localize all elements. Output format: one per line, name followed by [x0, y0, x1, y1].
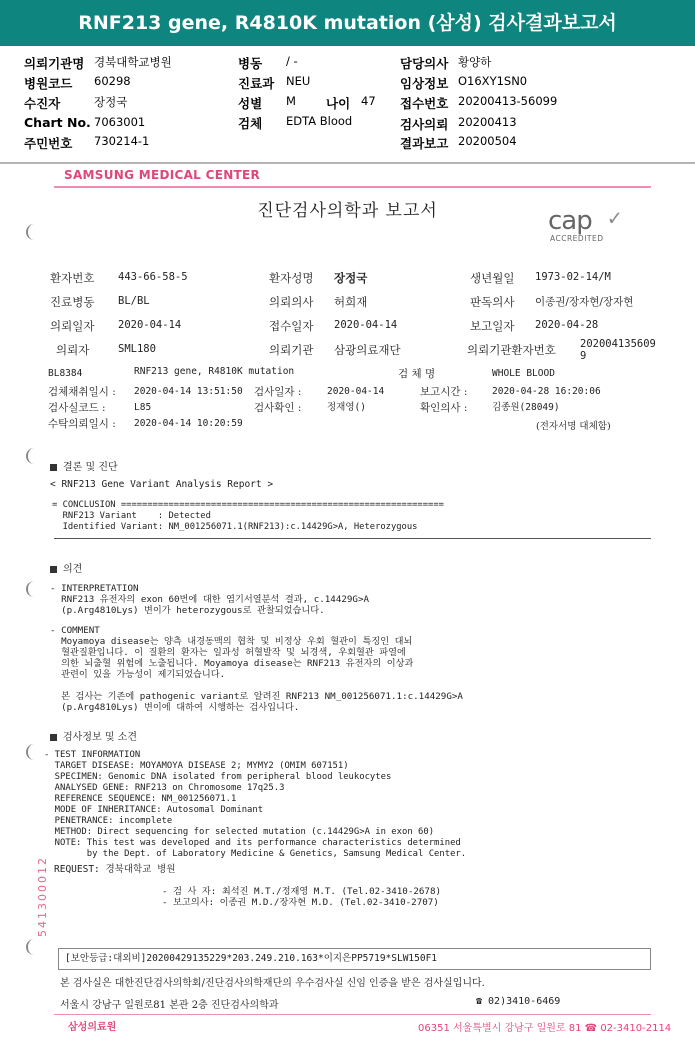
meta-label: 수진자 — [24, 96, 61, 111]
check-icon: ✓ — [608, 206, 622, 231]
specimen-value: WHOLE BLOOD — [492, 368, 555, 379]
info-value: 2020-04-14 13:51:50 — [134, 386, 243, 397]
meta-value: EDTA Blood — [286, 114, 353, 128]
request-line: REQUEST: 경북대학교 병원 — [54, 864, 176, 875]
cap-logo-subtext: ACCREDITED — [550, 234, 604, 243]
patient-field-value: 장정국 — [334, 271, 368, 285]
samsung-medical-foundation-logo: 삼성의료원 — [68, 1022, 117, 1033]
samsung-medical-center-logo: SAMSUNG MEDICAL CENTER — [64, 168, 261, 182]
section-divider — [54, 538, 651, 539]
patient-field-label: 의뢰일자 — [50, 319, 95, 333]
info-label: 검사일자 : — [254, 386, 302, 398]
binder-hole — [26, 744, 42, 760]
report-title: 진단검사의학과 보고서 — [257, 201, 438, 221]
patient-field-value: 2020-04-14 — [334, 319, 398, 331]
info-label: 검사확인 : — [254, 402, 302, 414]
patient-field-value: BL/BL — [118, 295, 150, 307]
meta-label: Chart No. — [24, 115, 91, 130]
meta-value: M — [286, 94, 296, 108]
patient-field-label: 진료병동 — [50, 295, 95, 309]
cap-logo-text: cap — [548, 206, 592, 236]
info-label: 보고시간 : — [420, 386, 468, 398]
meta-label: 병원코드 — [24, 76, 73, 91]
patient-field-value: 1973-02-14/M — [535, 271, 611, 283]
meta-label: 임상정보 — [400, 76, 449, 91]
meta-value: 730214-1 — [94, 134, 150, 148]
info-label: 검체채취일시 : — [48, 386, 116, 398]
info-value: 정재영() — [327, 402, 366, 413]
meta-label: 진료과 — [238, 76, 275, 91]
info-label: 수탁의뢰일시 : — [48, 418, 116, 430]
report-name: < RNF213 Gene Variant Analysis Report > — [50, 479, 274, 490]
patient-field-label: 환자번호 — [50, 271, 95, 285]
meta-label: 결과보고 — [400, 136, 449, 151]
performers-block: - 검 사 자: 최석진 M.T./정재영 M.T. (Tel.02-3410-2678) - 보고의사: 이종권 M.D./장자현 M.D. (Tel.02-3410-2707) — [162, 886, 442, 908]
square-bullet-icon — [50, 566, 57, 573]
patient-field-value: 202004135609 — [580, 338, 656, 350]
meta-value: / - — [286, 54, 298, 68]
patient-field-value-continued: 9 — [580, 350, 587, 362]
patient-field-label: 생년월일 — [470, 271, 515, 285]
meta-value: 20200413-56099 — [458, 94, 558, 108]
meta-value: O16XY1SN0 — [458, 74, 528, 88]
patient-field-label: 접수일자 — [269, 319, 314, 333]
report-banner-title: RNF213 gene, R4810K mutation (삼성) 검사결과보고서 — [0, 0, 695, 46]
meta-label: 검체 — [238, 116, 263, 131]
interpretation-block: - INTERPRETATION RNF213 유전자의 exon 60번에 대한 염기서열분석 결과, c.14429G>A (p.Arg4810Lys) 변이가 heterozygous로 관찰되었습니다. — [50, 583, 370, 616]
patient-field-label: 의뢰자 — [56, 343, 90, 357]
info-value: 김종원(28049) — [492, 402, 560, 413]
meta-value: 60298 — [94, 74, 131, 88]
cap-accredited-logo — [548, 206, 643, 246]
age-label: 나이 — [326, 96, 351, 111]
meta-value: 7063001 — [94, 115, 146, 129]
patient-field — [50, 270, 94, 286]
meta-value: 경북대학교병원 — [94, 55, 172, 69]
section-opinion-heading: 의견 — [50, 560, 82, 575]
patient-field-value: 삼광의료재단 — [334, 343, 401, 357]
conclusion-block: = CONCLUSION ============================================================= RNF213 Variant : Detected Identified Variant: NM_001256071.1(RNF213):c.14429G>A, Heterozygous — [52, 500, 444, 532]
patient-field-label: 의뢰기관 — [269, 343, 314, 357]
square-bullet-icon — [50, 464, 57, 471]
meta-label: 접수번호 — [400, 96, 449, 111]
metadata-divider — [0, 162, 695, 164]
patient-field-value: 2020-04-28 — [535, 319, 599, 331]
patient-field-value: SML180 — [118, 343, 156, 355]
test-name: RNF213 gene, R4810K mutation — [134, 366, 295, 377]
meta-label: 병동 — [238, 56, 263, 71]
header-rule — [54, 186, 651, 188]
patient-field-label: 보고일자 — [470, 319, 515, 333]
binder-hole — [26, 581, 42, 597]
meta-value: 황양하 — [458, 55, 492, 69]
meta-label: 성별 — [238, 96, 263, 111]
bl-code: BL8384 — [48, 368, 83, 379]
patient-field-label: 의뢰의사 — [269, 295, 314, 309]
info-label: 검사실코드 : — [48, 402, 106, 414]
hospital-address: 06351 서울특별시 강남구 일원로 81 ☎ 02-3410-2114 — [418, 1023, 672, 1034]
info-value: L85 — [134, 402, 152, 413]
scanned-report — [14, 166, 681, 1038]
request-metadata — [0, 54, 695, 158]
meta-label: 주민번호 — [24, 136, 73, 151]
meta-value: 20200413 — [458, 115, 517, 129]
comment-block: - COMMENT Moyamoya disease는 양측 내경동맥의 협착 및 비정상 우회 혈관이 특징인 대뇌 혈관질환입니다. 이 질환의 환자는 일과성 허혈발작 및 뇌경색, 우회혈관 파열에 의한 뇌출혈 위험에 노출됩니다. Moyamoya disease는 RNF213 유전자의 이상과 관련이 있을 가능성이 제기되었습니다. 본 검사는 기존에 pathogenic variant로 알려진 RNF213 NM_001256071.1:c.14429G>A (p.Arg4810Lys) 변이에 대하여 시행하는 검사입니다. — [50, 625, 463, 713]
binder-hole — [26, 448, 42, 464]
binder-hole — [26, 224, 42, 240]
document-serial-number: 541300012 — [36, 856, 49, 937]
binder-hole — [26, 939, 42, 955]
section-conclusion-heading: 결론 및 진단 — [50, 458, 118, 473]
meta-value: NEU — [286, 74, 311, 88]
info-label: 확인의사 : — [420, 402, 468, 414]
patient-field-value: 허희재 — [334, 295, 368, 309]
department-address: 서울시 강남구 일원로81 본관 2층 진단검사의학과 — [60, 1000, 279, 1011]
footer-rule — [54, 1014, 651, 1015]
meta-label: 의뢰기관명 — [24, 56, 85, 71]
meta-value: 20200504 — [458, 134, 517, 148]
patient-field-label: 의뢰기관환자번호 — [467, 343, 556, 357]
test-information-block: - TEST INFORMATION TARGET DISEASE: MOYAMOYA DISEASE 2; MYMY2 (OMIM 607151) SPECIMEN: Genomic DNA isolated from peripheral blood leukocytes ANALYSED GENE: RNF213 on Chromosome 17q25.3 REFERENCE SEQUENCE: NM_001256071.1 MODE OF INHERITANCE: Autosomal Dominant PENETRANCE: incomplete METHOD: Direct sequencing for selected mutation (c.14429G>A in exon 60) NOTE: This test was developed and its performance characteristics determined by the Dept. of Laboratory Medicine & Genetics, Samsung Medical Center. — [44, 750, 467, 859]
info-value: 2020-04-14 — [327, 386, 385, 397]
age-value: 47 — [361, 94, 376, 108]
patient-field-label: 판독의사 — [470, 295, 515, 309]
meta-label: 담당의사 — [400, 56, 449, 71]
square-bullet-icon — [50, 734, 57, 741]
meta-label: 검사의뢰 — [400, 117, 449, 132]
electronic-signature-note: (전자서명 대체함) — [536, 421, 611, 432]
department-phone: ☎ 02)3410-6469 — [476, 996, 561, 1007]
specimen-label: 검 체 명 — [398, 368, 436, 380]
patient-field-value: 2020-04-14 — [118, 319, 182, 331]
patient-field-value: 이종권/장자현/장자현 — [535, 296, 634, 308]
security-classification-line: [보안등급:대외비]20200429135229*203.249.210.163*이지은PP5719*SLW150F1 — [58, 948, 651, 970]
info-value: 2020-04-14 10:20:59 — [134, 418, 243, 429]
patient-field-label: 환자성명 — [269, 271, 314, 285]
patient-field-value: 443-66-58-5 — [118, 271, 188, 283]
certification-statement: 본 검사실은 대한진단검사의학회/진단검사의학재단의 우수검사실 신임 인증을 받은 검사실입니다. — [60, 978, 485, 989]
section-test-info-heading: 검사정보 및 소견 — [50, 728, 137, 743]
meta-value: 장정국 — [94, 95, 128, 109]
info-value: 2020-04-28 16:20:06 — [492, 386, 601, 397]
